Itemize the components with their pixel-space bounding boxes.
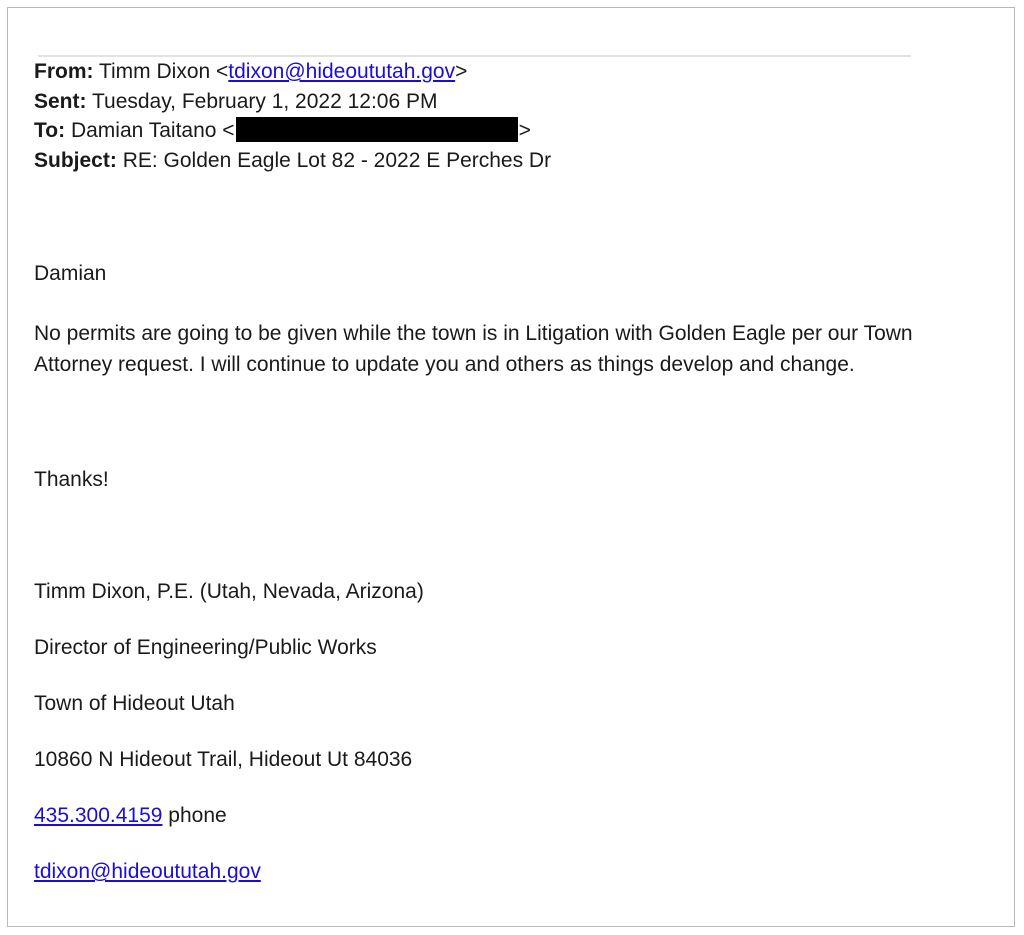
closing: Thanks!	[34, 468, 109, 491]
signature-email-link[interactable]: tdixon@hideoututah.gov	[34, 860, 261, 883]
body-paragraph: No permits are going to be given while the town is in Litigation with Golden Eagle per our Town Attorney request. I will continue to update you and others as things develop and change.	[34, 322, 913, 376]
from-line	[34, 57, 467, 87]
to-label: To:	[34, 119, 66, 142]
signature-email-line	[34, 857, 261, 887]
signature-name: Timm Dixon, P.E. (Utah, Nevada, Arizona)	[34, 580, 424, 603]
signature-phone-line	[34, 801, 227, 831]
redaction-bar	[236, 117, 518, 142]
signature-address: 10860 N Hideout Trail, Hideout Ut 84036	[34, 748, 413, 771]
to-close: >	[518, 119, 531, 142]
from-name: Timm Dixon <	[98, 60, 229, 83]
from-close: >	[455, 60, 468, 83]
greeting: Damian	[34, 262, 107, 285]
phone-suffix: phone	[162, 804, 227, 827]
signature-org: Town of Hideout Utah	[34, 692, 235, 715]
sent-value: Tuesday, February 1, 2022 12:06 PM	[91, 90, 438, 113]
subject-value: RE: Golden Eagle Lot 82 - 2022 E Perches Dr	[122, 149, 552, 172]
sent-label: Sent:	[34, 90, 87, 113]
subject-label: Subject:	[34, 149, 117, 172]
signature-title: Director of Engineering/Public Works	[34, 636, 377, 659]
sent-line	[34, 87, 438, 117]
phone-link[interactable]: 435.300.4159	[34, 804, 163, 827]
subject-line	[34, 146, 551, 176]
from-label: From:	[34, 60, 94, 83]
from-email-link[interactable]: tdixon@hideoututah.gov	[228, 60, 456, 83]
to-line	[34, 116, 531, 146]
to-name: Damian Taitano <	[70, 119, 235, 142]
